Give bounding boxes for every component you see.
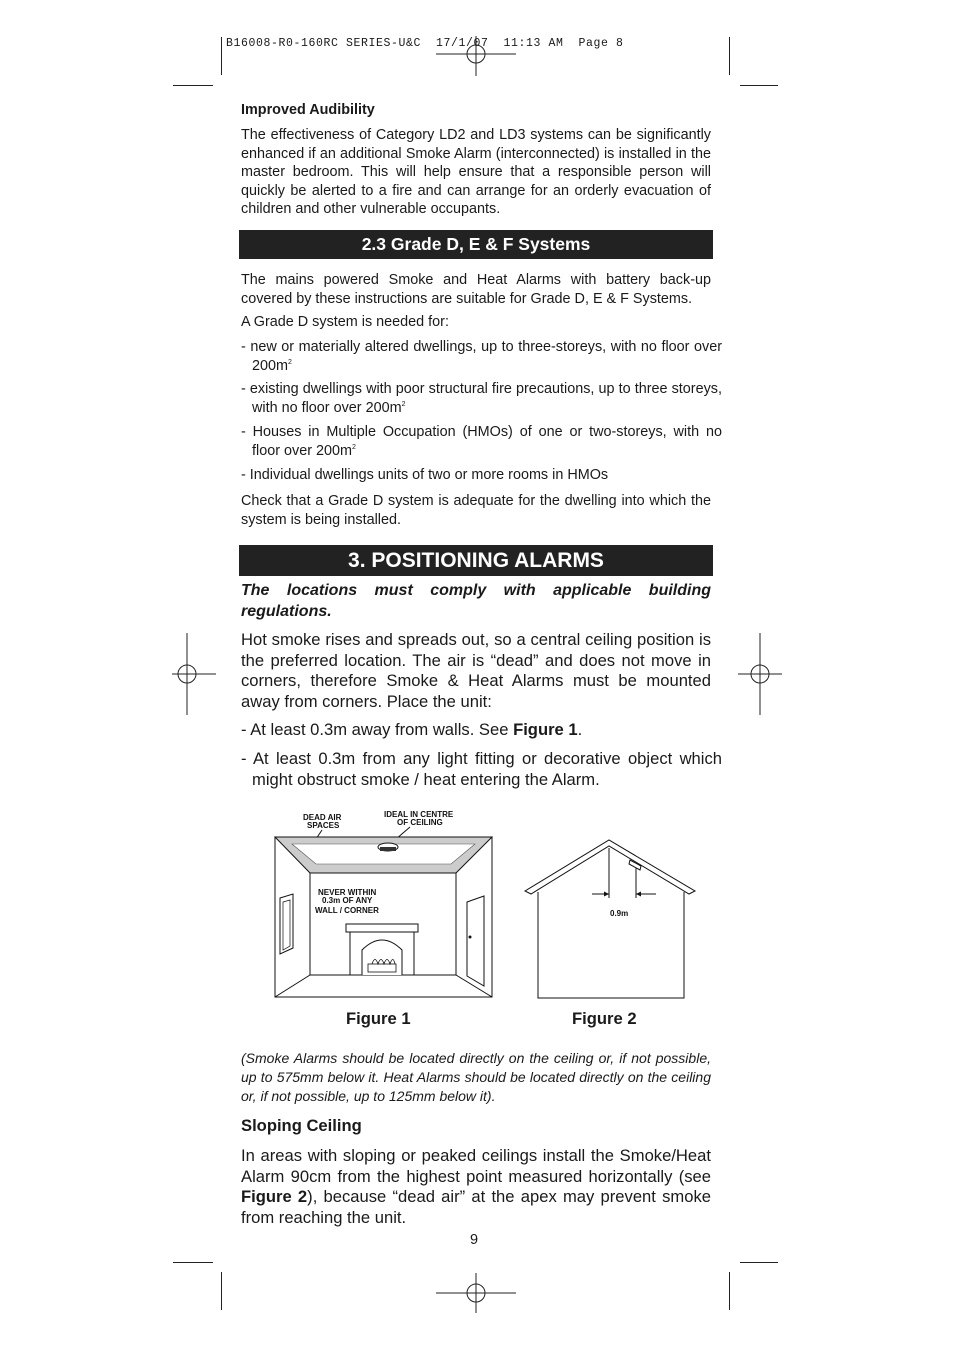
figure-1-caption: Figure 1 — [346, 1009, 411, 1028]
print-slug: B16008-R0-160RC SERIES-U&C 17/1/07 11:13 AM Page 8 — [226, 37, 624, 50]
grades-item — [241, 338, 722, 375]
page-number: 9 — [470, 1232, 479, 1248]
body-text: ), because “dead air” at the apex may prevent smoke from reaching the unit. — [241, 1187, 712, 1228]
label-dead-air-2: SPACES — [307, 821, 340, 830]
figure-2-reference: Figure 2 — [241, 1187, 308, 1207]
crop-mark — [221, 37, 222, 75]
sloping-ceiling-body — [241, 1146, 711, 1229]
audibility-heading: Improved Audibility — [241, 102, 375, 118]
grades-item-text: - existing dwellings with poor structural fire precautions, up to three storeys, with no floor over 200m — [241, 381, 722, 416]
grades-item-text: - Individual dwellings units of two or more rooms in HMOs — [241, 467, 609, 483]
grades-check: Check that a Grade D system is adequate for the dwelling into which the system is being installed. — [241, 493, 711, 528]
label-never-3: WALL / CORNER — [315, 906, 379, 915]
registration-mark-top — [436, 36, 516, 76]
registration-mark-bottom — [436, 1273, 516, 1313]
positioning-body: Hot smoke rises and spreads out, so a central ceiling position is the preferred location. The air is “dead” and does not move in corners, therefore Smoke & Heat Alarms must be mounted away from corners. Place the unit: — [241, 630, 711, 712]
grades-item-sup: 2 — [351, 443, 356, 451]
grades-intro: The mains powered Smoke and Heat Alarms with battery back-up covered by these instructions are suitable for Grade D, E & F Systems. — [241, 272, 711, 307]
registration-mark-right — [738, 633, 782, 715]
section-positioning-heading-text: 3. POSITIONING ALARMS — [348, 549, 604, 572]
section-positioning-heading — [239, 545, 713, 576]
crop-mark — [221, 1272, 222, 1310]
crop-mark — [740, 1262, 778, 1263]
positioning-bullet-2: - At least 0.3m from any light fitting or decorative object which might obstruct smoke / heat entering the Alarm. — [241, 749, 722, 789]
sloping-ceiling-heading: Sloping Ceiling — [241, 1116, 362, 1135]
audibility-body: The effectiveness of Category LD2 and LD3 systems can be significantly enhanced if an additional Smoke Alarm (interconnected) is installed in the master bedroom. This will help ensure that a responsible person will quickly be alerted to a fire and can arrange for an orderly evacuation of children and other vulnerable occupants. — [241, 127, 711, 217]
crop-mark — [729, 1272, 730, 1310]
label-never-1: NEVER WITHIN — [318, 888, 377, 897]
label-ideal-2: OF CEILING — [397, 818, 443, 827]
section-grades-heading-text: 2.3 Grade D, E & F Systems — [361, 234, 591, 254]
grades-item-sup: 2 — [401, 400, 406, 408]
figure-1-reference: Figure 1 — [513, 720, 578, 739]
figure-1-room-illustration — [270, 806, 498, 1002]
body-text: In areas with sloping or peaked ceilings install the Smoke/Heat Alarm 90cm from the highest point measured horizontally (see — [241, 1146, 711, 1186]
crop-mark — [173, 1262, 213, 1263]
crop-mark — [173, 85, 213, 86]
figure-2-caption: Figure 2 — [572, 1009, 637, 1028]
crop-mark — [740, 85, 778, 86]
positioning-comply: The locations must comply with applicable building regulations. — [241, 582, 711, 620]
grades-item — [241, 466, 722, 485]
grades-item — [241, 380, 722, 417]
label-ideal-1: IDEAL IN CENTRE — [384, 810, 454, 819]
grades-needed-for: A Grade D system is needed for: — [241, 314, 449, 330]
registration-mark-left — [172, 633, 216, 715]
figure-2-sloping-ceiling-illustration — [520, 836, 700, 1002]
grades-item-text: - new or materially altered dwellings, up to three-storeys, with no floor over 200m — [241, 339, 722, 374]
grades-item-sup: 2 — [288, 358, 292, 366]
label-dead-air-1: DEAD AIR — [303, 813, 342, 822]
bullet-text: - At least 0.3m away from walls. See — [241, 720, 514, 739]
label-never-2: 0.3m OF ANY — [322, 896, 373, 905]
grades-item — [241, 423, 722, 460]
section-grades-heading — [239, 230, 713, 259]
mounting-note: (Smoke Alarms should be located directly on the ceiling or, if not possible, up to 575mm below it. Heat Alarms should be located directly on the ceiling or, if not possible, up to 125mm below it). — [241, 1050, 711, 1104]
bullet-text: . — [577, 720, 583, 739]
dimension-label: 0.9m — [610, 909, 629, 918]
grades-item-text: - Houses in Multiple Occupation (HMOs) of one or two-storeys, with no floor over 200m — [241, 424, 722, 459]
positioning-bullet-1 — [241, 720, 711, 741]
crop-mark — [729, 37, 730, 75]
